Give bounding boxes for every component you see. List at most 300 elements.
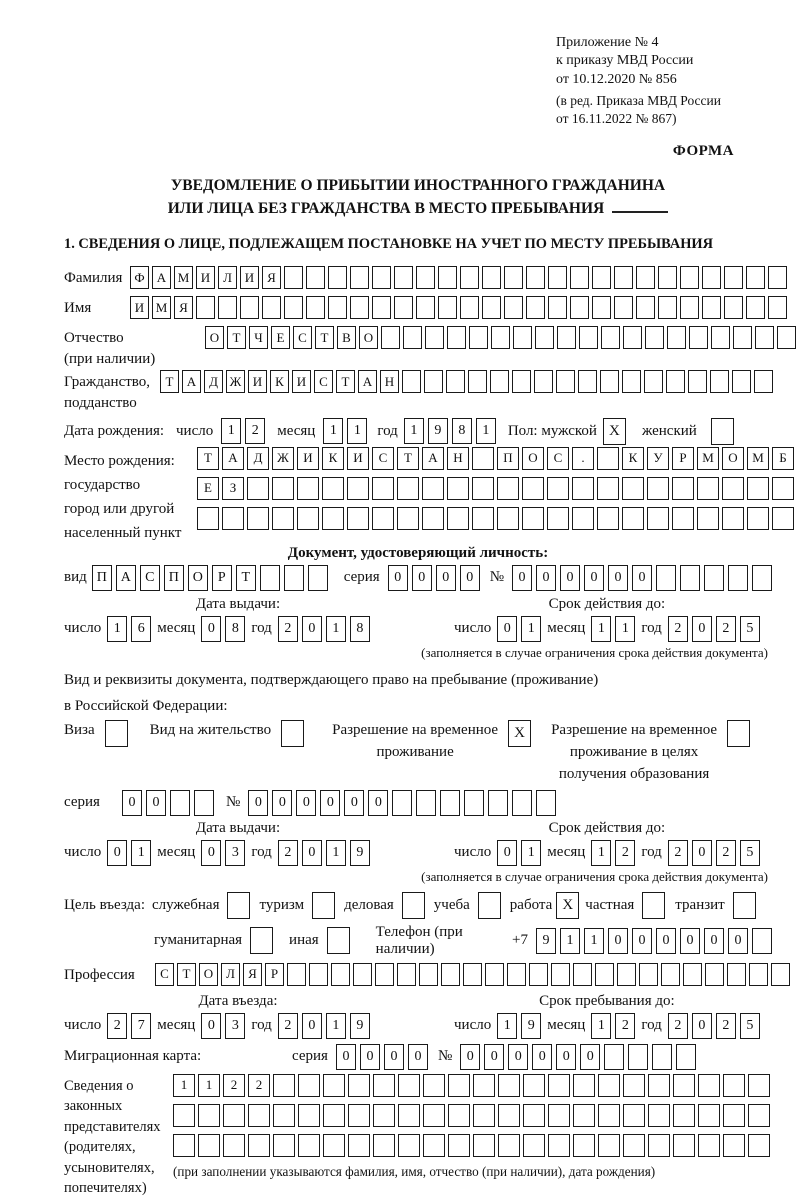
char-cell[interactable] [623, 1104, 645, 1127]
char-cell[interactable] [648, 1074, 670, 1097]
char-cell[interactable] [614, 266, 633, 289]
char-cell[interactable]: 2 [615, 1013, 635, 1039]
char-cell[interactable]: Т [197, 447, 219, 470]
char-cell[interactable]: Т [397, 447, 419, 470]
char-cell[interactable] [498, 1104, 520, 1127]
char-cell[interactable]: 0 [532, 1044, 552, 1070]
char-cell[interactable]: И [196, 266, 215, 289]
char-cell[interactable] [281, 720, 304, 747]
char-cell[interactable] [447, 507, 469, 530]
char-cell[interactable] [297, 477, 319, 500]
char-cell[interactable] [248, 1134, 270, 1157]
char-cell[interactable] [601, 326, 620, 349]
char-cell[interactable] [733, 326, 752, 349]
char-cell[interactable] [472, 447, 494, 470]
char-cell[interactable]: О [199, 963, 218, 986]
char-cell[interactable]: М [174, 266, 193, 289]
char-cell[interactable] [240, 296, 259, 319]
char-cell[interactable] [298, 1074, 320, 1097]
char-cell[interactable]: 7 [131, 1013, 151, 1039]
char-cell[interactable]: А [152, 266, 171, 289]
char-cell[interactable] [522, 477, 544, 500]
char-cell[interactable]: К [622, 447, 644, 470]
char-cell[interactable]: 2 [716, 616, 736, 642]
char-cell[interactable] [645, 326, 664, 349]
char-cell[interactable]: Ф [130, 266, 149, 289]
char-cell[interactable]: Р [265, 963, 284, 986]
char-cell[interactable] [273, 1074, 295, 1097]
char-cell[interactable]: 8 [350, 616, 370, 642]
char-cell[interactable] [535, 326, 554, 349]
char-cell[interactable]: М [747, 447, 769, 470]
char-cell[interactable] [170, 790, 190, 816]
char-cell[interactable] [623, 326, 642, 349]
char-cell[interactable] [526, 296, 545, 319]
char-cell[interactable] [658, 266, 677, 289]
char-cell[interactable]: Ч [249, 326, 268, 349]
char-cell[interactable] [416, 790, 436, 816]
char-cell[interactable]: К [270, 370, 289, 393]
char-cell[interactable] [648, 1134, 670, 1157]
char-cell[interactable] [398, 1104, 420, 1127]
char-cell[interactable] [323, 1074, 345, 1097]
char-cell[interactable] [472, 477, 494, 500]
char-cell[interactable] [556, 370, 575, 393]
char-cell[interactable] [504, 296, 523, 319]
char-cell[interactable]: 0 [336, 1044, 356, 1070]
char-cell[interactable]: 0 [412, 565, 432, 591]
char-cell[interactable] [529, 963, 548, 986]
char-cell[interactable] [772, 507, 794, 530]
char-cell[interactable]: Т [236, 565, 256, 591]
char-cell[interactable] [526, 266, 545, 289]
char-cell[interactable] [724, 296, 743, 319]
char-cell[interactable] [424, 370, 443, 393]
char-cell[interactable]: 1 [221, 418, 241, 444]
char-cell[interactable] [173, 1104, 195, 1127]
char-cell[interactable] [534, 370, 553, 393]
char-cell[interactable]: 1 [404, 418, 424, 444]
char-cell[interactable] [623, 1074, 645, 1097]
char-cell[interactable]: X [556, 892, 579, 919]
char-cell[interactable] [498, 1074, 520, 1097]
char-cell[interactable] [416, 296, 435, 319]
char-cell[interactable]: О [522, 447, 544, 470]
char-cell[interactable]: 1 [521, 840, 541, 866]
char-cell[interactable]: Е [271, 326, 290, 349]
char-cell[interactable] [597, 507, 619, 530]
char-cell[interactable] [478, 892, 501, 919]
char-cell[interactable] [579, 326, 598, 349]
char-cell[interactable]: А [422, 447, 444, 470]
char-cell[interactable]: О [188, 565, 208, 591]
char-cell[interactable]: 0 [692, 1013, 712, 1039]
char-cell[interactable] [513, 326, 532, 349]
char-cell[interactable]: X [603, 418, 626, 445]
char-cell[interactable] [373, 1104, 395, 1127]
char-cell[interactable]: Я [243, 963, 262, 986]
char-cell[interactable]: 2 [716, 840, 736, 866]
char-cell[interactable] [373, 1134, 395, 1157]
char-cell[interactable]: Б [772, 447, 794, 470]
char-cell[interactable] [447, 477, 469, 500]
char-cell[interactable] [394, 296, 413, 319]
char-cell[interactable] [748, 1074, 770, 1097]
char-cell[interactable]: 0 [656, 928, 676, 954]
char-cell[interactable] [197, 507, 219, 530]
char-cell[interactable] [297, 507, 319, 530]
char-cell[interactable] [748, 1104, 770, 1127]
char-cell[interactable] [604, 1044, 624, 1070]
char-cell[interactable] [105, 720, 128, 747]
char-cell[interactable]: И [130, 296, 149, 319]
char-cell[interactable] [260, 565, 280, 591]
char-cell[interactable]: А [358, 370, 377, 393]
char-cell[interactable]: Я [174, 296, 193, 319]
char-cell[interactable] [688, 370, 707, 393]
char-cell[interactable]: 9 [536, 928, 556, 954]
char-cell[interactable]: 0 [302, 616, 322, 642]
char-cell[interactable] [636, 296, 655, 319]
char-cell[interactable]: 0 [704, 928, 724, 954]
char-cell[interactable] [673, 1134, 695, 1157]
char-cell[interactable]: Ж [272, 447, 294, 470]
char-cell[interactable]: Т [160, 370, 179, 393]
char-cell[interactable]: Д [247, 447, 269, 470]
char-cell[interactable]: И [240, 266, 259, 289]
char-cell[interactable] [308, 565, 328, 591]
char-cell[interactable] [322, 477, 344, 500]
char-cell[interactable] [647, 507, 669, 530]
char-cell[interactable] [397, 477, 419, 500]
char-cell[interactable] [284, 296, 303, 319]
char-cell[interactable]: 0 [460, 1044, 480, 1070]
char-cell[interactable] [523, 1104, 545, 1127]
char-cell[interactable] [504, 266, 523, 289]
char-cell[interactable] [689, 326, 708, 349]
char-cell[interactable] [403, 326, 422, 349]
char-cell[interactable] [446, 370, 465, 393]
char-cell[interactable]: 2 [223, 1074, 245, 1097]
char-cell[interactable]: 0 [580, 1044, 600, 1070]
char-cell[interactable]: 0 [560, 565, 580, 591]
char-cell[interactable]: А [116, 565, 136, 591]
char-cell[interactable]: 1 [591, 840, 611, 866]
char-cell[interactable] [272, 507, 294, 530]
char-cell[interactable]: 9 [521, 1013, 541, 1039]
char-cell[interactable]: X [508, 720, 531, 747]
char-cell[interactable] [196, 296, 215, 319]
char-cell[interactable]: 0 [344, 790, 364, 816]
char-cell[interactable]: О [359, 326, 378, 349]
char-cell[interactable] [573, 1074, 595, 1097]
char-cell[interactable] [438, 266, 457, 289]
char-cell[interactable]: 0 [146, 790, 166, 816]
char-cell[interactable] [648, 1104, 670, 1127]
char-cell[interactable] [328, 296, 347, 319]
char-cell[interactable] [485, 963, 504, 986]
char-cell[interactable]: 9 [350, 840, 370, 866]
char-cell[interactable] [710, 370, 729, 393]
char-cell[interactable] [614, 296, 633, 319]
char-cell[interactable]: 5 [740, 616, 760, 642]
char-cell[interactable]: Т [315, 326, 334, 349]
char-cell[interactable] [673, 1074, 695, 1097]
char-cell[interactable] [644, 370, 663, 393]
char-cell[interactable]: 3 [225, 1013, 245, 1039]
char-cell[interactable]: М [697, 447, 719, 470]
char-cell[interactable]: 0 [512, 565, 532, 591]
char-cell[interactable] [194, 790, 214, 816]
char-cell[interactable] [683, 963, 702, 986]
char-cell[interactable]: Т [336, 370, 355, 393]
char-cell[interactable]: . [572, 447, 594, 470]
char-cell[interactable] [309, 963, 328, 986]
char-cell[interactable] [597, 447, 619, 470]
char-cell[interactable] [402, 370, 421, 393]
char-cell[interactable]: 0 [408, 1044, 428, 1070]
char-cell[interactable] [398, 1134, 420, 1157]
char-cell[interactable] [447, 326, 466, 349]
char-cell[interactable] [727, 720, 750, 747]
char-cell[interactable] [306, 296, 325, 319]
char-cell[interactable]: 1 [584, 928, 604, 954]
char-cell[interactable] [250, 927, 273, 954]
char-cell[interactable] [460, 266, 479, 289]
char-cell[interactable] [422, 507, 444, 530]
char-cell[interactable]: Р [212, 565, 232, 591]
char-cell[interactable] [328, 266, 347, 289]
char-cell[interactable] [247, 477, 269, 500]
char-cell[interactable] [394, 266, 413, 289]
char-cell[interactable]: 0 [608, 928, 628, 954]
char-cell[interactable]: 0 [632, 565, 652, 591]
char-cell[interactable] [652, 1044, 672, 1070]
char-cell[interactable]: Р [672, 447, 694, 470]
char-cell[interactable] [223, 1134, 245, 1157]
char-cell[interactable]: 0 [497, 616, 517, 642]
char-cell[interactable]: С [372, 447, 394, 470]
char-cell[interactable] [747, 507, 769, 530]
char-cell[interactable]: С [293, 326, 312, 349]
char-cell[interactable] [733, 892, 756, 919]
char-cell[interactable]: 1 [323, 418, 343, 444]
char-cell[interactable]: 0 [368, 790, 388, 816]
char-cell[interactable] [647, 477, 669, 500]
char-cell[interactable]: 1 [521, 616, 541, 642]
char-cell[interactable] [273, 1104, 295, 1127]
char-cell[interactable]: 1 [173, 1074, 195, 1097]
char-cell[interactable] [752, 928, 772, 954]
char-cell[interactable] [397, 963, 416, 986]
char-cell[interactable] [472, 507, 494, 530]
char-cell[interactable] [372, 507, 394, 530]
char-cell[interactable]: 1 [591, 1013, 611, 1039]
char-cell[interactable] [375, 963, 394, 986]
char-cell[interactable] [772, 477, 794, 500]
char-cell[interactable] [422, 477, 444, 500]
char-cell[interactable] [327, 927, 350, 954]
char-cell[interactable]: 0 [584, 565, 604, 591]
char-cell[interactable] [572, 507, 594, 530]
char-cell[interactable] [482, 266, 501, 289]
char-cell[interactable] [298, 1104, 320, 1127]
char-cell[interactable]: 1 [497, 1013, 517, 1039]
char-cell[interactable]: 0 [536, 565, 556, 591]
char-cell[interactable] [425, 326, 444, 349]
char-cell[interactable]: 2 [248, 1074, 270, 1097]
char-cell[interactable] [473, 1074, 495, 1097]
char-cell[interactable]: Л [221, 963, 240, 986]
char-cell[interactable] [392, 790, 412, 816]
char-cell[interactable]: 0 [201, 840, 221, 866]
char-cell[interactable] [423, 1074, 445, 1097]
char-cell[interactable] [448, 1134, 470, 1157]
char-cell[interactable]: 9 [428, 418, 448, 444]
char-cell[interactable] [402, 892, 425, 919]
char-cell[interactable] [298, 1134, 320, 1157]
char-cell[interactable] [673, 1104, 695, 1127]
char-cell[interactable]: А [222, 447, 244, 470]
char-cell[interactable] [661, 963, 680, 986]
char-cell[interactable] [448, 1104, 470, 1127]
char-cell[interactable] [473, 1134, 495, 1157]
char-cell[interactable] [722, 477, 744, 500]
char-cell[interactable]: 1 [131, 840, 151, 866]
char-cell[interactable]: С [155, 963, 174, 986]
char-cell[interactable] [548, 1104, 570, 1127]
char-cell[interactable] [768, 266, 787, 289]
char-cell[interactable]: 0 [122, 790, 142, 816]
char-cell[interactable] [507, 963, 526, 986]
char-cell[interactable]: 2 [668, 840, 688, 866]
char-cell[interactable] [704, 565, 724, 591]
char-cell[interactable] [423, 1104, 445, 1127]
char-cell[interactable] [598, 1104, 620, 1127]
char-cell[interactable] [441, 963, 460, 986]
char-cell[interactable]: К [322, 447, 344, 470]
char-cell[interactable]: 2 [716, 1013, 736, 1039]
char-cell[interactable] [222, 507, 244, 530]
char-cell[interactable]: З [222, 477, 244, 500]
char-cell[interactable] [623, 1134, 645, 1157]
char-cell[interactable]: 0 [460, 565, 480, 591]
char-cell[interactable] [642, 892, 665, 919]
char-cell[interactable] [198, 1104, 220, 1127]
char-cell[interactable] [672, 507, 694, 530]
char-cell[interactable]: Т [177, 963, 196, 986]
char-cell[interactable] [711, 418, 734, 445]
char-cell[interactable] [727, 963, 746, 986]
char-cell[interactable] [676, 1044, 696, 1070]
char-cell[interactable] [598, 1074, 620, 1097]
char-cell[interactable]: 1 [198, 1074, 220, 1097]
char-cell[interactable] [592, 296, 611, 319]
char-cell[interactable] [347, 507, 369, 530]
char-cell[interactable]: 9 [350, 1013, 370, 1039]
char-cell[interactable]: 0 [508, 1044, 528, 1070]
char-cell[interactable]: 1 [591, 616, 611, 642]
char-cell[interactable] [777, 326, 796, 349]
char-cell[interactable] [547, 507, 569, 530]
char-cell[interactable]: 5 [740, 840, 760, 866]
char-cell[interactable] [680, 565, 700, 591]
char-cell[interactable]: Н [447, 447, 469, 470]
char-cell[interactable] [705, 963, 724, 986]
char-cell[interactable]: 0 [107, 840, 127, 866]
char-cell[interactable] [348, 1134, 370, 1157]
char-cell[interactable] [698, 1104, 720, 1127]
char-cell[interactable]: 0 [272, 790, 292, 816]
char-cell[interactable] [306, 266, 325, 289]
char-cell[interactable] [768, 296, 787, 319]
char-cell[interactable] [287, 963, 306, 986]
char-cell[interactable]: 2 [668, 1013, 688, 1039]
char-cell[interactable] [573, 1104, 595, 1127]
char-cell[interactable]: О [205, 326, 224, 349]
char-cell[interactable] [372, 296, 391, 319]
char-cell[interactable]: 0 [680, 928, 700, 954]
char-cell[interactable]: 2 [107, 1013, 127, 1039]
char-cell[interactable]: 0 [692, 840, 712, 866]
char-cell[interactable]: И [292, 370, 311, 393]
char-cell[interactable]: 2 [615, 840, 635, 866]
char-cell[interactable] [348, 1074, 370, 1097]
char-cell[interactable] [722, 507, 744, 530]
char-cell[interactable] [440, 790, 460, 816]
char-cell[interactable]: 0 [728, 928, 748, 954]
char-cell[interactable] [464, 790, 484, 816]
char-cell[interactable]: 0 [248, 790, 268, 816]
char-cell[interactable]: А [182, 370, 201, 393]
char-cell[interactable] [702, 296, 721, 319]
char-cell[interactable] [573, 1134, 595, 1157]
char-cell[interactable] [548, 296, 567, 319]
char-cell[interactable] [312, 892, 335, 919]
char-cell[interactable] [497, 507, 519, 530]
char-cell[interactable] [617, 963, 636, 986]
char-cell[interactable]: 8 [225, 616, 245, 642]
char-cell[interactable]: 0 [497, 840, 517, 866]
char-cell[interactable]: 2 [278, 616, 298, 642]
char-cell[interactable]: 0 [302, 1013, 322, 1039]
char-cell[interactable] [723, 1104, 745, 1127]
char-cell[interactable] [680, 296, 699, 319]
char-cell[interactable] [423, 1134, 445, 1157]
char-cell[interactable] [348, 1104, 370, 1127]
char-cell[interactable] [771, 963, 790, 986]
char-cell[interactable]: П [92, 565, 112, 591]
char-cell[interactable] [752, 565, 772, 591]
char-cell[interactable]: 2 [278, 840, 298, 866]
char-cell[interactable]: У [647, 447, 669, 470]
char-cell[interactable] [592, 266, 611, 289]
char-cell[interactable] [548, 1074, 570, 1097]
char-cell[interactable] [248, 1104, 270, 1127]
char-cell[interactable]: 5 [740, 1013, 760, 1039]
char-cell[interactable]: 3 [225, 840, 245, 866]
char-cell[interactable] [573, 963, 592, 986]
char-cell[interactable] [372, 266, 391, 289]
char-cell[interactable] [570, 266, 589, 289]
char-cell[interactable] [218, 296, 237, 319]
char-cell[interactable]: 0 [556, 1044, 576, 1070]
char-cell[interactable]: 6 [131, 616, 151, 642]
char-cell[interactable] [468, 370, 487, 393]
char-cell[interactable] [373, 1074, 395, 1097]
char-cell[interactable] [667, 326, 686, 349]
char-cell[interactable] [247, 507, 269, 530]
